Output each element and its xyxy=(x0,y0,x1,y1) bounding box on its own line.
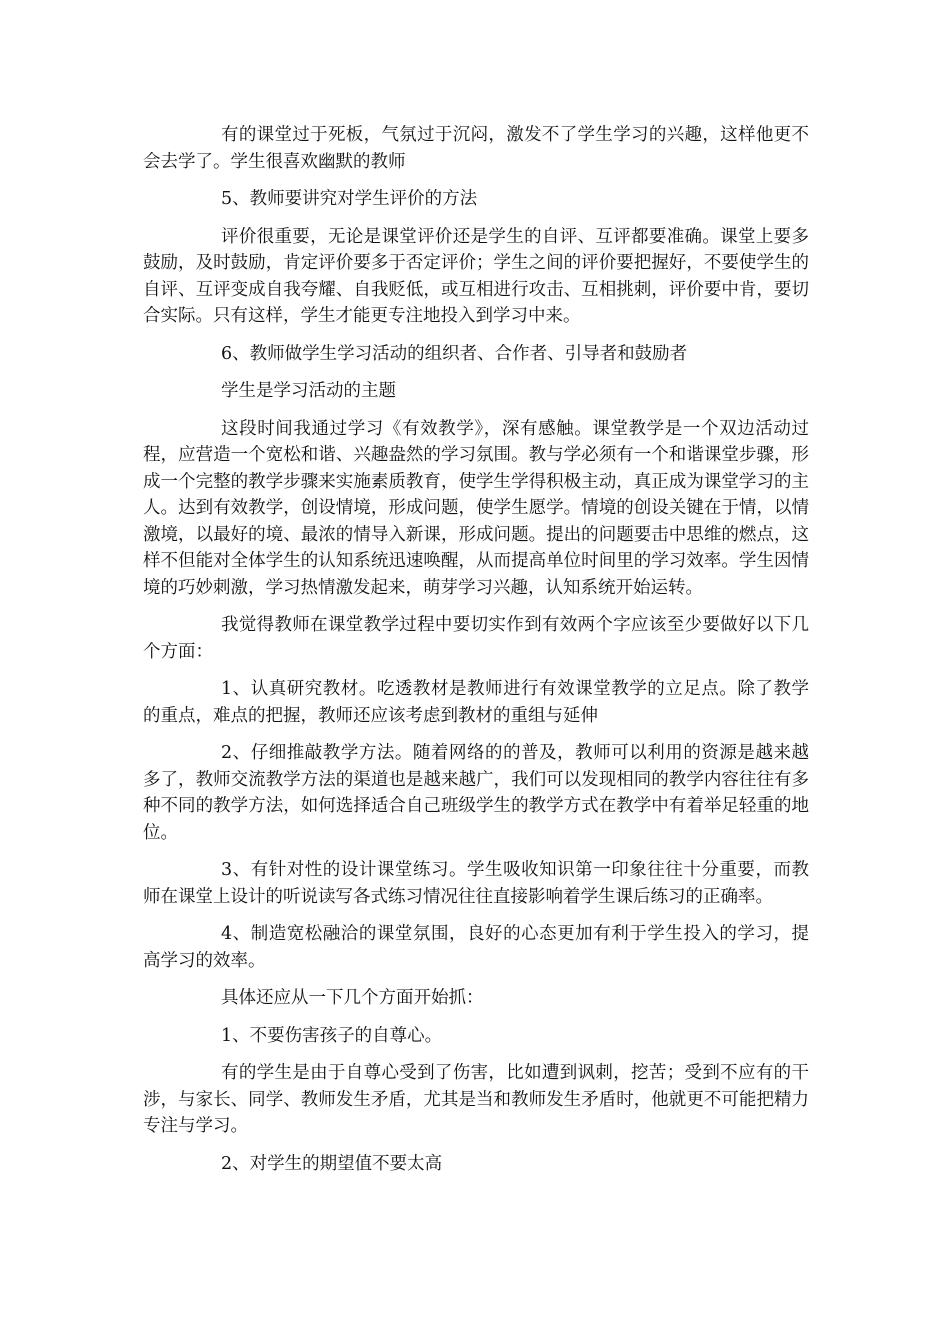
list-item: 4、制造宽松融洽的课堂氛围，良好的心态更加有利于学生投入的学习，提高学习的效率。 xyxy=(143,924,809,971)
list-item: 3、有针对性的设计课堂练习。学生吸收知识第一印象往往十分重要，而教师在课堂上设计的听说读写各式练习情况往往直接影响着学生课后练习的正确率。 xyxy=(143,860,809,907)
paragraph: 具体还应从一下几个方面开始抓： xyxy=(221,988,484,1008)
paragraph: 评价很重要，无论是课堂评价还是学生的自评、互评都要准确。课堂上要多鼓励，及时鼓励，肯定评价要多于否定评价；学生之间的评价要把握好，不要使学生的自评、互评变成自我夸耀、自我贬低，或互相进行攻击、互相挑刺，评价要中肯，要切合实际。只有这样，学生才能更专注地投入到学习中来。 xyxy=(143,226,809,326)
list-item: 1、认真研究教材。吃透教材是教师进行有效课堂教学的立足点。除了教学的重点，难点的把握，教师还应该考虑到教材的重组与延伸 xyxy=(143,679,809,726)
section-heading: 2、对学生的期望值不要太高 xyxy=(221,1153,443,1174)
paragraph: 我觉得教师在课堂教学过程中要切实作到有效两个字应该至少要做好以下几个方面： xyxy=(143,615,809,662)
list-item: 2、仔细推敲教学方法。随着网络的的普及，教师可以利用的资源是越来越多了，教师交流教学方法的渠道也是越来越广，我们可以发现相同的教学内容往往有多种不同的教学方法，如何选择适合自己班级学生的教学方式在教学中有着举足轻重的地位。 xyxy=(143,743,809,843)
paragraph: 有的学生是由于自尊心受到了伤害，比如遭到讽刺，挖苦；受到不应有的干涉，与家长、同学、教师发生矛盾，尤其是当和教师发生矛盾时，他就更不可能把精力专注与学习。 xyxy=(143,1063,809,1136)
section-heading: 1、不要伤害孩子的自尊心。 xyxy=(221,1025,443,1046)
paragraph: 学生是学习活动的主题 xyxy=(221,381,396,401)
section-heading: 5、教师要讲究对学生评价的方法 xyxy=(221,189,478,209)
paragraph: 有的课堂过于死板，气氛过于沉闷，激发不了学生学习的兴趣，这样他更不会去学了。学生很喜欢幽默的教师 xyxy=(143,125,809,172)
document-body xyxy=(143,122,809,1188)
paragraph: 这段时间我通过学习《有效教学》，深有感触。课堂教学是一个双边活动过程，应营造一个宽松和谐、兴趣盎然的学习氛围。教与学必须有一个和谐课堂步骤，形成一个完整的教学步骤来实施素质教育，使学生学得积极主动，真正成为课堂学习的主人。达到有效教学，创设情境，形成问题，使学生愿学。情境的创设关键在于情，以情激境，以最好的境、最浓的情导入新课，形成问题。提出的问题要击中思维的燃点，这样不但能对全体学生的认知系统迅速唤醒，从而提高单位时间里的学习效率。学生因情境的巧妙刺激，学习热情激发起来，萌芽学习兴趣，认知系统开始运转。 xyxy=(143,418,809,598)
section-heading: 6、教师做学生学习活动的组织者、合作者、引导者和鼓励者 xyxy=(221,343,688,364)
